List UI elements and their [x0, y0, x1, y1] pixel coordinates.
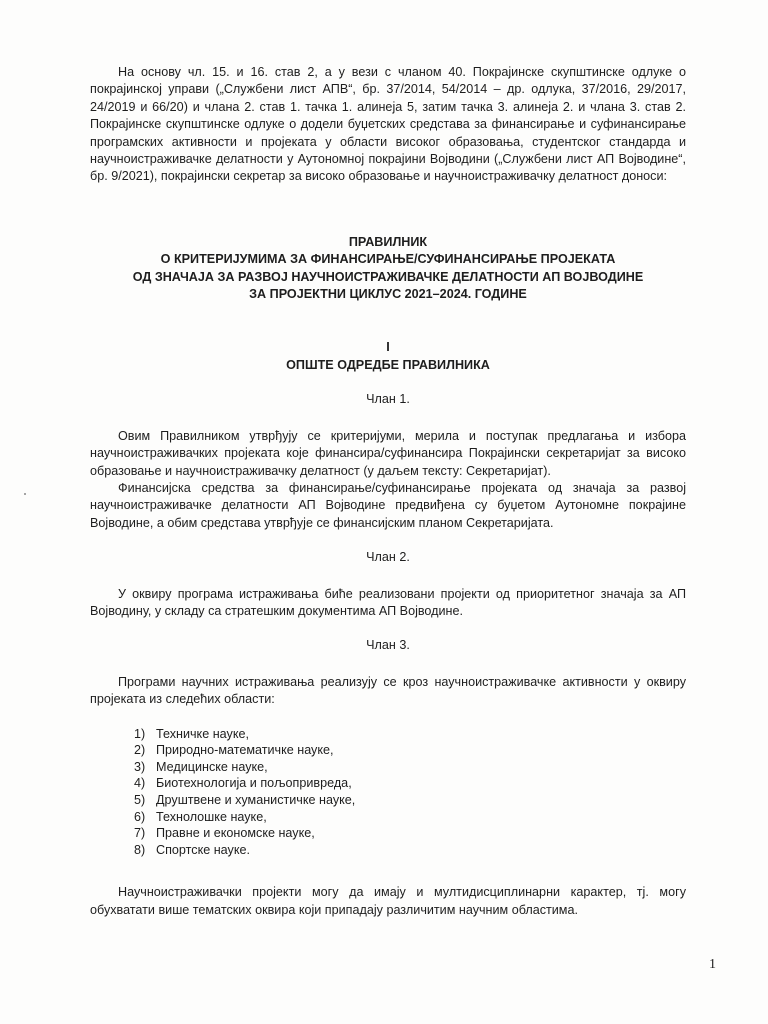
list-item: 8) Спортске науке. [134, 842, 250, 857]
section-title: ОПШТЕ ОДРЕДБЕ ПРАВИЛНИКА [286, 357, 490, 372]
intro-paragraph: На основу чл. 15. и 16. став 2, а у вези с чланом 40. Покрајинске скупштинске одлуке о покрајинској управи („Службени лист АПВ“, бр. 37/2014, 54/2014 – др. одлука, 37/2016, 29/2017, 24/2019 и 66/20) и члана 2. став 1. тачка 1. алинеја 5, затим тачка 3. алинеја 2. и члана 3. став 2. Покрајинске скупштинске одлуке о додели буџетских средстава за финансирање и суфинансирање програмских активности и пројеката у области високог образовања, студентског стандарда и научноистраживачке делатности у Аутономној покрајини Војводини („Службени лист АП Војводине“, бр. 9/2021), покрајински секретар за високо образовање и научноистраживачку делатност доноси: [90, 65, 686, 184]
list-item: 2) Природно-математичке науке, [134, 743, 334, 758]
list-item: 7) Правне и економске науке, [134, 826, 315, 841]
article-2-paragraph-1: У оквиру програма истраживања биће реализовани пројекти од приоритетног значаја за АП Војводину, у складу са стратешким документима АП Војводине. [90, 586, 686, 618]
list-item: 1) Техничке науке, [134, 726, 249, 741]
section-number: I [386, 340, 390, 355]
list-item: 5) Друштвене и хуманистичке науке, [134, 792, 356, 807]
article-2-heading: Члан 2. [366, 550, 410, 565]
list-item: 3) Медицинске науке, [134, 759, 268, 774]
scan-speck [24, 493, 26, 495]
title-line-4: ЗА ПРОЈЕКТНИ ЦИКЛУС 2021–2024. ГОДИНЕ [249, 287, 527, 302]
page-number: 1 [709, 957, 716, 972]
science-fields-list [90, 726, 686, 859]
article-3-paragraph-2: Научноистраживачки пројекти могу да имају и мултидисциплинарни карактер, тј. могу обухватати више тематских оквира који припадају различитим научним областима. [90, 885, 686, 917]
list-item: 4) Биотехнологија и пољопривреда, [134, 776, 352, 791]
document-body [90, 64, 686, 919]
article-1-paragraph-2: Финансијска средства за финансирање/суфинансирање пројеката од значаја за развој научноистраживачке делатности АП Војводине предвиђена су буџетом Аутономне покрајине Војводине, а обим средстава утврђује се финансијским планом Секретаријата. [90, 480, 686, 530]
article-1-heading: Члан 1. [366, 392, 410, 407]
list-item: 6) Технолошке науке, [134, 809, 267, 824]
title-line-2: О КРИТЕРИЈУМИМА ЗА ФИНАНСИРАЊЕ/СУФИНАНСИРАЊЕ ПРОЈЕКАТА [160, 252, 616, 267]
document-title [90, 234, 686, 304]
title-line-1: ПРАВИЛНИК [348, 234, 428, 249]
title-line-3: ОД ЗНАЧАЈА ЗА РАЗВОЈ НАУЧНОИСТРАЖИВАЧКЕ ДЕЛАТНОСТИ АП ВОЈВОДИНЕ [132, 269, 644, 284]
article-3-paragraph-1: Програми научних истраживања реализују се кроз научноистраживачке активности у оквиру пројеката из следећих области: [90, 674, 686, 707]
article-3-heading: Члан 3. [366, 638, 410, 653]
article-1-paragraph-1: Овим Правилником утврђују се критеријуми, мерила и поступак предлагања и избора научноистраживачких пројеката које финансира/суфинансира Покрајински секретаријат за високо образовање и научноистраживачку делатност (у даљем тексту: Секретаријат). [90, 428, 686, 478]
